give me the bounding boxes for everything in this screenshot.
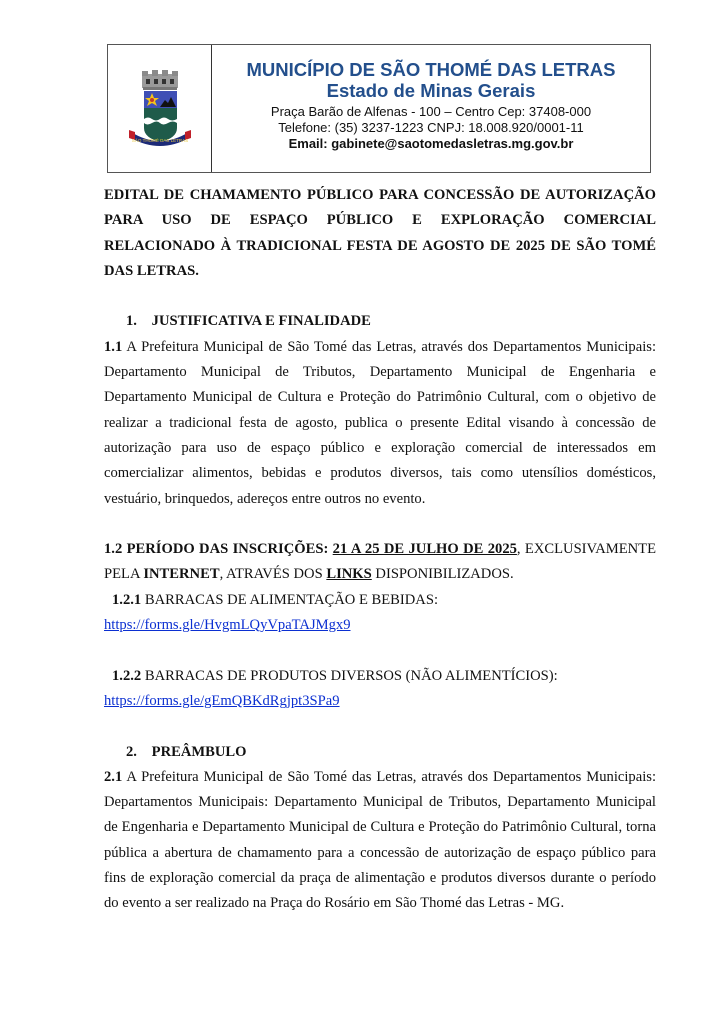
document-title: EDITAL DE CHAMAMENTO PÚBLICO PARA CONCESSÃO DE AUTORIZAÇÃO PARA USO DE ESPAÇO PÚBLICO E EXPLORAÇÃO COMERCIAL RELACIONADO À TRADICIONAL FESTA DE AGOSTO DE 2025 DE SÃO TOMÉ DAS LETRAS. [104, 187, 656, 279]
subitem-1-2-2 [104, 664, 656, 689]
letterhead [107, 44, 651, 173]
subitem-1-2-1 [104, 588, 656, 613]
section-title: JUSTIFICATIVA E FINALIDADE [151, 313, 371, 330]
paragraph-2-1 [104, 765, 656, 917]
products-form-link[interactable]: https://forms.gle/gEmQBKdRgjpt3SPa9 [104, 692, 340, 709]
address-line: Praça Barão de Alfenas - 100 – Centro Cep: 37408-000 [270, 104, 592, 119]
logo-cell [108, 45, 212, 172]
paragraph-text: A Prefeitura Municipal de São Tomé das Letras, através dos Departamentos Municipais: Departamento Municipal de Tributos, Departamento Municipal de Engenharia e Departamento Municipal de Cultura e Proteção do Patrimônio Cultural, com o objetivo de realizar a tradicional festa de agosto, publica o presente Edital visando à concessão de autorização para uso de espaço público e exploração comercial de interessados em comercializar alimentos, bebidas e produtos diversos, tais como utensílios domésticos, vestuário, brinquedos, adereços entre outros no evento. [104, 338, 656, 507]
section-number: 1. [126, 313, 137, 330]
paragraph-1-1 [104, 335, 656, 512]
subitem-text: BARRACAS DE ALIMENTAÇÃO E BEBIDAS: [141, 591, 438, 608]
paragraph-text: , ATRAVÉS DOS [219, 566, 327, 583]
paragraph-number: 2.1 [104, 768, 123, 785]
food-form-link[interactable]: https://forms.gle/HvgmLQyVpaTAJMgx9 [104, 617, 351, 634]
subitem-number: 1.2.2 [112, 667, 142, 684]
products-form-link-line [104, 689, 656, 714]
svg-text:SÃO THOMÉ DAS LETRAS: SÃO THOMÉ DAS LETRAS [131, 137, 188, 143]
paragraph-text: DISPONIBILIZADOS. [371, 566, 514, 583]
food-form-link-line [104, 613, 656, 638]
email-line: Email: gabinete@saotomedasletras.mg.gov.br [288, 136, 574, 151]
paragraph-text: A Prefeitura Municipal de São Tomé das Letras, através dos Departamentos Municipais: Departamentos Municipais: Departamento Municipal de Tributos, Departamento Municipal de Engenharia e Departamento Municipal de Cultura e Proteção do Patrimônio Cultural, torna pública a abertura de chamamento para a concessão de autorização de espaço público para fins de exploração comercial da praça de alimentação e produtos diversos durante o período do evento a ser realizado na Praça do Rosário em São Thomé das Letras - MG. [104, 768, 656, 912]
document-body [104, 183, 656, 917]
registration-period-label: 1.2 PERÍODO DAS INSCRIÇÕES: [104, 541, 329, 558]
paragraph-1-2 [104, 537, 656, 588]
section-heading-2 [104, 740, 656, 765]
state-title: Estado de Minas Gerais [326, 80, 536, 101]
municipality-title: MUNICÍPIO DE SÃO THOMÉ DAS LETRAS [246, 59, 616, 80]
subitem-text: BARRACAS DE PRODUTOS DIVERSOS (NÃO ALIMENTÍCIOS): [141, 667, 558, 684]
paragraph-number: 1.1 [104, 338, 123, 355]
subitem-number: 1.2.1 [112, 591, 142, 608]
phone-cnpj-line: Telefone: (35) 3237-1223 CNPJ: 18.008.920/0001-11 [278, 120, 584, 135]
section-title: PREÂMBULO [151, 743, 247, 760]
registration-dates: 21 A 25 DE JULHO DE 2025 [332, 541, 517, 558]
links-emphasis: LINKS [326, 566, 372, 583]
section-number: 2. [126, 743, 137, 760]
coat-of-arms-icon [127, 70, 193, 148]
paragraph-text: , EXCLUSIVAMENTE PELA [104, 541, 656, 583]
letterhead-info [212, 45, 650, 172]
internet-emphasis: INTERNET [143, 566, 220, 583]
section-heading-1 [104, 309, 656, 334]
